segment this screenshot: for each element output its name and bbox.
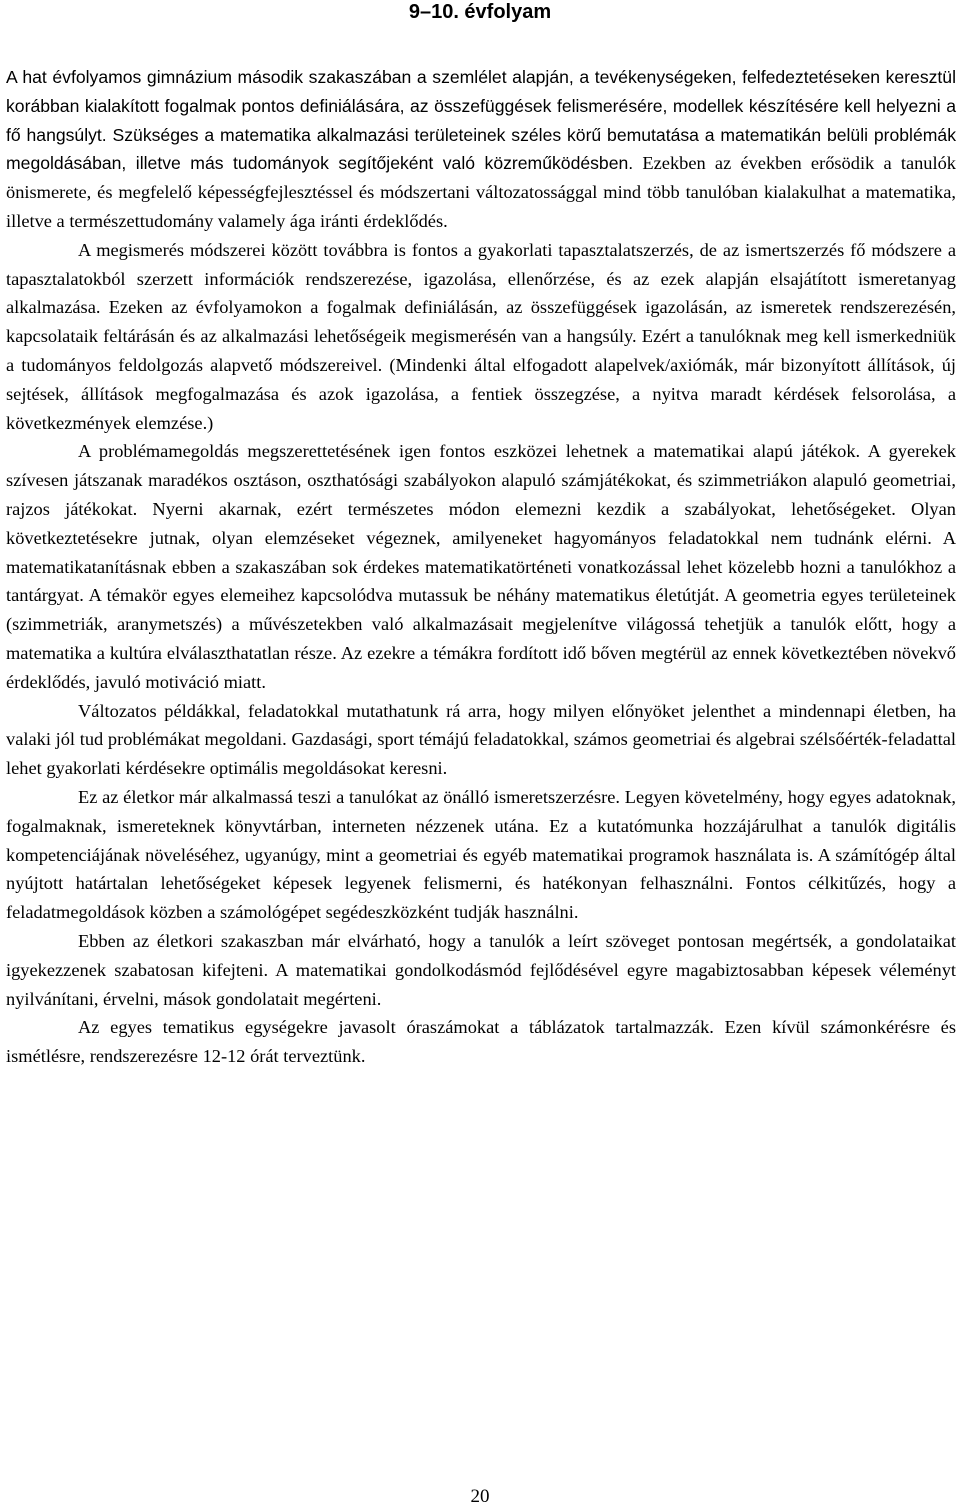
paragraph-hours: Az egyes tematikus egységekre javasolt óraszámokat a táblázatok tartalmazzák. Ezen kívül számonkérésre és ismétlésre, rendszerezésre 12-12 órát terveztünk. bbox=[6, 1017, 956, 1067]
paragraph-examples: Változatos példákkal, feladatokkal mutathatunk rá arra, hogy milyen előnyöket jelenthet a mindennapi életben, ha valaki jól tud problémákat megoldani. Gazdasági, sport témájú feladatokkal, számos geometriai és algebrai szélsőérték-feladattal lehet gyakorlati kérdésekre optimális megoldásokat keresni. bbox=[6, 700, 956, 779]
intro-sentence-3: Ezekben az években erősödik a tanulók önismerete, és megfelelő képességfejlesztéssel és módszertani változatossággal mind több tanulóban kialakulhat a matematika, illetve a természettudomány valamely ága iránti érdeklődés. bbox=[6, 153, 956, 231]
body-text bbox=[6, 63, 956, 1071]
paragraph-games: A problémamegoldás megszerettetésének igen fontos eszközei lehetnek a matematikai alapú játékok. A gyerekek szívesen játszanak maradékos osztáson, oszthatósági szabályokon alapuló számjátékokat, és szimmetriákon alapuló geometriai, rajzos játékokat. Nyerni akarnak, ezért természetes módon elemezni kezdik a szabályokat, lehetőségeket. Olyan következtetésekre jutnak, olyan elemzéseket végeznek, amilyeneket hagyományos feladatokkal nem tudnánk elérni. A matematikatanításnak ebben a szakaszában sok érdekes matematikatörténeti vonatkozással lehet közelebb hozni a tanulókhoz a tantárgyat. A témakör egyes elemeihez kapcsolódva mutassuk be néhány matematikus életútját. A geometria egyes területeinek (szimmetriák, aranymetszés) a művészetekben való alkalmazásait megjelenítve világossá tehetjük a tanulók előtt, hogy a matematika a kultúra elválaszthatatlan része. Az ezekre a témákra fordított idő bőven megtérül az ennek következtében növekvő érdeklődés, javuló motiváció miatt. bbox=[6, 441, 956, 692]
page-heading: 9–10. évfolyam bbox=[408, 1, 552, 23]
paragraph-methods: A megismerés módszerei között továbbra is fontos a gyakorlati tapasztalatszerzés, de az ismertszerzés fő módszere a tapasztalatokból szerzett információk rendszerezése, igazolása, ellenőrzése, és az ezek alapján elsajátított ismeretanyag alkalmazása. Ezeken az évfolyamokon a fogalmak definiálásán, az összefüggések igazolásán, az ismeretek rendszerezésén, kapcsolataik feltárásán és az alkalmazási lehetőségeik megismerésén van a hangsúly. Ezért a tanulóknak meg kell ismerkedniük a tudományos feldolgozás alapvető módszereivel. (Mindenki által elfogadott alapelvek/axiómák, már bizonyított állítások, új sejtések, állítások megfogalmazása és azok igazolása, a fentiek összegzése, a nyitva maradt kérdések felsorolása, a következmények elemzése.) bbox=[6, 239, 956, 433]
paragraph-self-learning: Ez az életkor már alkalmassá teszi a tanulókat az önálló ismeretszerzésre. Legyen követelmény, hogy egyes adatoknak, fogalmaknak, ismereteknek könyvtárban, interneten nézzenek utána. Ez a kutatómunka hozzájárulhat a tanulók digitális kompetenciájának növeléséhez, ugyanúgy, mint a geometriai és egyéb matematikai programok használata is. A számítógép által nyújtott határtalan lehetőségeket képesek legyenek felismerni, és hatékonyan felhasználni. Fontos célkitűzés, hogy a feladatmegoldások közben a számológépet segédeszközként tudják használni. bbox=[6, 786, 956, 923]
paragraph-intro bbox=[6, 63, 956, 236]
paragraph-reading: Ebben az életkori szakaszban már elvárható, hogy a tanulók a leírt szöveget pontosan megértsék, a gondolataikat igyekezzenek szabatosan kifejteni. A matematikai gondolkodásmód fejlődésével egyre magabiztosabban képesek véleményt nyilvánítani, érvelni, mások gondolatait megérteni. bbox=[6, 930, 956, 1009]
page-number: 20 bbox=[470, 1486, 490, 1507]
intro-sentence-1: A hat évfolyamos gimnázium második szakaszában a szemlélet alapján, a tevékenységeken, felfedeztetéseken keresztül korábban kialakított fogalmak pontos definiálására, az összefüggések felismerésére, modellek készítésére kell helyezni a fő hangsúlyt. bbox=[6, 67, 956, 145]
intro-sentence-2: Szükséges a matematika alkalmazási területeinek széles körű bemutatása a matematikán belüli problémák megoldásában, illetve más tudományok segítőjeként való közreműködésben. bbox=[6, 124, 956, 174]
